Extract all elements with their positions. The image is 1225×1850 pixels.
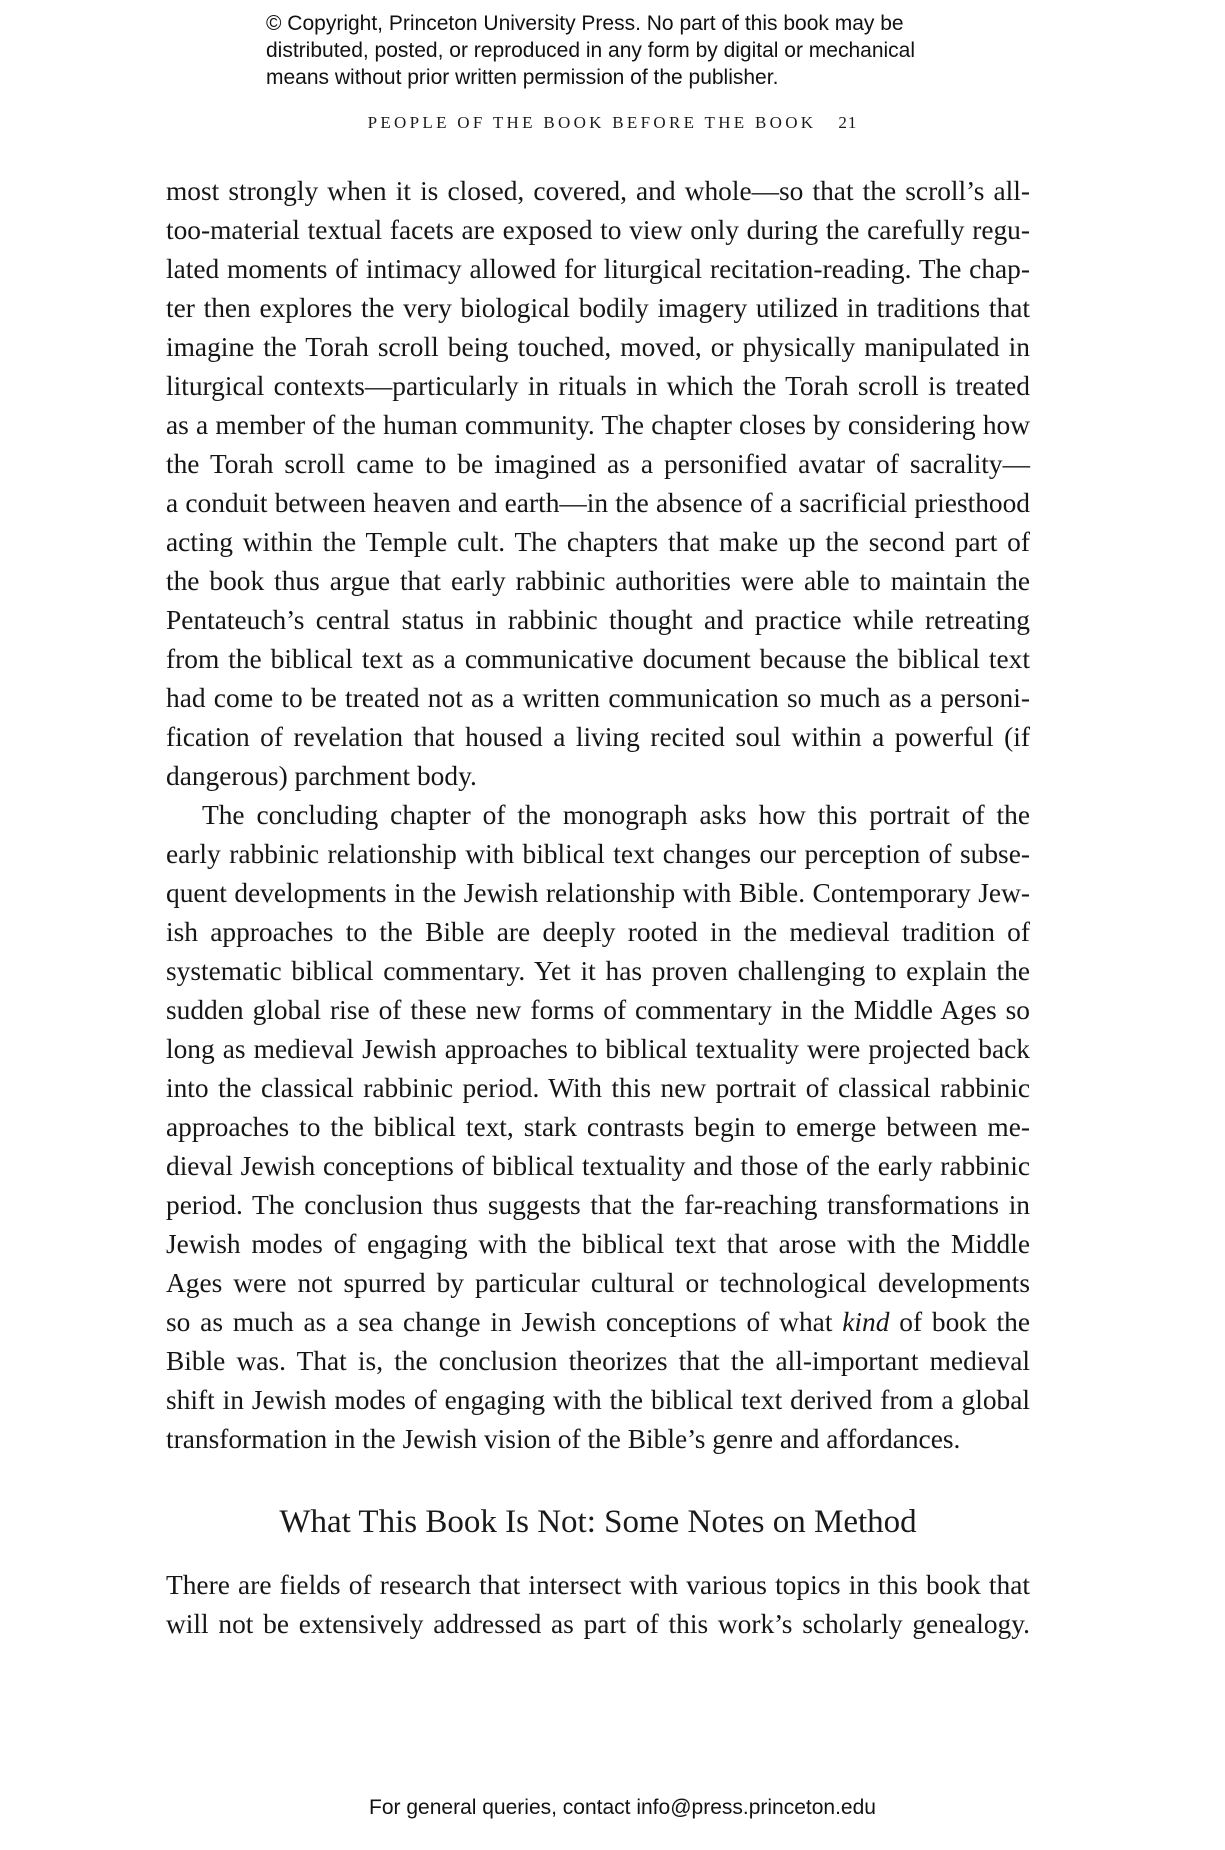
text-line: shift in Jewish modes of engaging with the biblical text derived from a global [166,1385,1030,1415]
text-line: the Torah scroll came to be imagined as a personified avatar of sacrality— [166,449,1030,479]
text-line: Pentateuch’s central status in rabbinic thought and practice while retreating [166,605,1030,635]
text-line: imagine the Torah scroll being touched, moved, or physically manipulated in [166,332,1030,362]
section-paragraph [166,1566,1030,1644]
page-number: 21 [838,113,858,132]
text-line: early rabbinic relationship with biblical text changes our perception of subse- [166,839,1030,869]
running-head-title: PEOPLE OF THE BOOK BEFORE THE BOOK [367,113,817,132]
text-line: most strongly when it is closed, covered, and whole—so that the scroll’s all- [166,176,1030,206]
text-line: long as medieval Jewish approaches to biblical textuality were projected back [166,1034,1030,1064]
text-line: into the classical rabbinic period. With this new portrait of classical rabbinic [166,1073,1030,1103]
text-line: had come to be treated not as a written communication so much as a personi- [166,683,1030,713]
text-line: period. The conclusion thus suggests that the far-reaching transformations in [166,1190,1030,1220]
footer-contact: For general queries, contact info@press.princeton.edu [369,1796,876,1819]
running-head [0,113,1225,133]
text-line: sudden global rise of these new forms of commentary in the Middle Ages so [166,995,1030,1025]
text-line: The concluding chapter of the monograph asks how this portrait of the [202,800,1030,830]
copyright-notice [266,10,1026,91]
paragraph-2 [166,796,1030,1459]
text-line: as a member of the human community. The chapter closes by considering how [166,410,1030,440]
section-heading: What This Book Is Not: Some Notes on Method [279,1504,917,1540]
text-line: approaches to the biblical text, stark contrasts begin to emerge between me- [166,1112,1030,1142]
text-line: will not be extensively addressed as part of this work’s scholarly genealogy. [166,1609,1030,1639]
text-line: too-material textual facets are exposed to view only during the carefully regu- [166,215,1030,245]
copyright-line: means without prior written permission of the publisher. [266,66,779,89]
text-line: transformation in the Jewish vision of the Bible’s genre and affordances. [166,1424,961,1454]
text-line: a conduit between heaven and earth—in the absence of a sacrificial priesthood [166,488,1030,518]
text-line: dangerous) parchment body. [166,761,477,791]
text-line: lated moments of intimacy allowed for liturgical recitation-reading. The chap- [166,254,1030,284]
text-line: There are fields of research that intersect with various topics in this book that [166,1570,1030,1600]
paragraph-1 [166,172,1030,796]
text-line: fication of revelation that housed a living recited soul within a powerful (if [166,722,1030,752]
copyright-line: distributed, posted, or reproduced in any form by digital or mechanical [266,39,916,62]
text-line: Ages were not spurred by particular cultural or technological developments [166,1268,1030,1298]
text-line: ter then explores the very biological bodily imagery utilized in traditions that [166,293,1030,323]
text-line: dieval Jewish conceptions of biblical textuality and those of the early rabbinic [166,1151,1030,1181]
body-text [166,172,1030,1459]
text-line: systematic biblical commentary. Yet it has proven challenging to explain the [166,956,1030,986]
text-line: the book thus argue that early rabbinic authorities were able to maintain the [166,566,1030,596]
text-line: Jewish modes of engaging with the biblical text that arose with the Middle [166,1229,1030,1259]
text-line: liturgical contexts—particularly in rituals in which the Torah scroll is treated [166,371,1030,401]
text-line: acting within the Temple cult. The chapters that make up the second part of [166,527,1030,557]
text-line: quent developments in the Jewish relationship with Bible. Contemporary Jew- [166,878,1030,908]
text-line: Bible was. That is, the conclusion theorizes that the all-important medieval [166,1346,1030,1376]
text-line: so as much as a sea change in Jewish conceptions of what kind of book the [166,1307,1030,1337]
copyright-line: © Copyright, Princeton University Press. No part of this book may be [266,12,904,35]
text-line: ish approaches to the Bible are deeply rooted in the medieval tradition of [166,917,1030,947]
text-line: from the biblical text as a communicative document because the biblical text [166,644,1030,674]
